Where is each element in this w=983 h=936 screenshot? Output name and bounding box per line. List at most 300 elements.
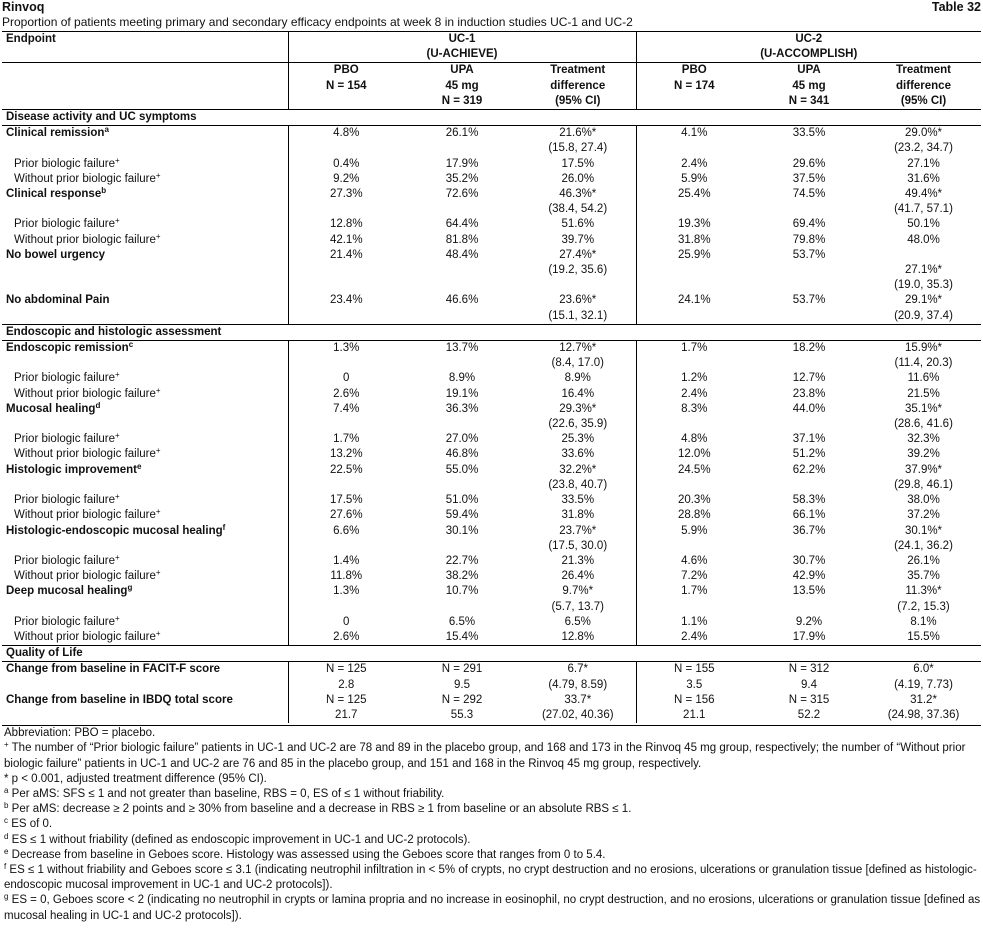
table-row	[2, 463, 981, 493]
table-row	[2, 248, 981, 294]
cell-value: 9.2%	[333, 172, 360, 185]
cell-value: 35.7%	[907, 570, 940, 583]
row-label	[2, 248, 288, 294]
table-cell	[636, 432, 752, 447]
table-cell	[404, 524, 520, 554]
cell-value: 50.1%	[907, 218, 940, 231]
cell-value: 17.5%	[329, 494, 363, 507]
cell-value: 30.1%	[445, 524, 479, 537]
row-label-text: No abdominal Pain	[6, 294, 110, 307]
table-cell	[636, 371, 752, 386]
cell-value: 6.0*	[913, 663, 934, 676]
footnote-marker: +	[155, 385, 161, 395]
cell-value: 13.2%	[329, 448, 363, 461]
table-row	[2, 402, 981, 432]
row-label	[2, 463, 288, 493]
table-cell	[866, 693, 981, 723]
table-row	[2, 615, 981, 630]
table-cell	[288, 615, 404, 630]
endpoint-header-spacer	[2, 63, 288, 110]
table-cell	[866, 662, 981, 693]
table-row	[2, 341, 981, 372]
footnote-mark: d	[4, 831, 9, 841]
table-cell	[520, 432, 636, 447]
column-header-line: PBO	[681, 64, 707, 77]
cell-value: 26.4%	[561, 570, 595, 583]
cell-value: 27.6%	[329, 509, 363, 522]
cell-value: 15.4%	[445, 630, 479, 643]
table-cell	[404, 693, 520, 723]
table-cell	[404, 630, 520, 646]
table-row	[2, 630, 981, 646]
table-cell	[752, 569, 866, 584]
table-cell	[520, 402, 636, 432]
cell-value: 27.1%*	[904, 264, 943, 277]
footnote-marker: +	[155, 568, 161, 578]
table-row	[2, 217, 981, 232]
table-row	[2, 662, 981, 693]
row-label	[2, 371, 288, 386]
cell-value: 6.7*	[567, 663, 588, 676]
uc2-header	[636, 32, 981, 63]
table-caption: Proportion of patients meeting primary and secondary efficacy endpoints at week 8 in induction studies UC-1 and UC-2	[2, 15, 633, 29]
table-row	[2, 187, 981, 217]
table-row	[2, 172, 981, 187]
cell-value: 44.0%	[792, 402, 826, 415]
table-cell	[288, 554, 404, 569]
table-body	[2, 110, 981, 724]
table-row	[2, 233, 981, 248]
cell-value: 33.5%	[561, 494, 595, 507]
cell-value: 29.1%*	[904, 294, 943, 307]
cell-value: 11.6%	[907, 372, 940, 385]
cell-value: 8.9%	[448, 372, 476, 385]
table-cell	[752, 126, 866, 157]
row-label-text: Endoscopic remission	[6, 342, 129, 355]
cell-value: 48.4%	[445, 248, 479, 261]
footnote-marker: c	[128, 340, 134, 350]
table-cell	[752, 630, 866, 646]
table-cell	[404, 126, 520, 157]
cell-value: (28.6, 41.6)	[894, 418, 953, 431]
cell-value: (20.9, 37.4)	[894, 309, 953, 322]
row-label	[2, 217, 288, 232]
cell-value: 51.0%	[445, 494, 479, 507]
footnote-marker: +	[115, 370, 120, 380]
table-cell	[636, 463, 752, 493]
table-cell	[636, 187, 752, 217]
cell-value: (4.79, 8.59)	[548, 678, 608, 691]
table-row	[2, 584, 981, 614]
cell-value: 4.1%	[681, 127, 708, 140]
table-cell	[288, 463, 404, 493]
cell-value: 52.2	[797, 708, 821, 721]
cell-value: 35.2%	[445, 172, 479, 185]
table-cell	[866, 187, 981, 217]
table-cell	[404, 172, 520, 187]
table-row	[2, 693, 981, 723]
row-label	[2, 693, 288, 723]
cell-value: N = 292	[441, 693, 483, 706]
section-title: Disease activity and UC symptoms	[2, 110, 981, 126]
row-label	[2, 387, 288, 402]
footnote-mark: b	[4, 801, 9, 811]
cell-value: 36.7%	[792, 524, 826, 537]
footnotes	[2, 725, 981, 924]
column-header-line: N = 319	[441, 94, 483, 107]
cell-value: 46.6%	[445, 294, 479, 307]
cell-value: 39.2%	[907, 448, 940, 461]
table-cell	[752, 463, 866, 493]
cell-value: 51.6%	[561, 218, 595, 231]
table-cell	[752, 217, 866, 232]
table-cell	[866, 554, 981, 569]
cell-value: 27.4%*	[559, 248, 597, 261]
column-header-line: (95% CI)	[900, 94, 947, 107]
table-cell	[752, 248, 866, 294]
table-cell	[288, 584, 404, 614]
cell-value: 27.3%	[329, 188, 363, 201]
table-cell	[404, 341, 520, 372]
cell-value: 17.9%	[792, 630, 826, 643]
cell-value: 21.7	[335, 708, 358, 721]
table-cell	[752, 584, 866, 614]
section-header-row	[2, 110, 981, 126]
cell-value: 1.7%	[681, 585, 708, 598]
column-header-uc2-pbo	[636, 63, 752, 110]
cell-value: 33.5%	[792, 127, 826, 140]
table-cell	[752, 341, 866, 372]
footnote-text: ES = 0, Geboes score < 2 (indicating no neutrophil in crypts or lamina propria and no increase in eosinophil, no crypt destruction, and no erosions, ulcerations or granulation tissue [defined as mucosal healing in UC-1 and UC-2 protocols]).	[4, 894, 981, 922]
table-row	[2, 157, 981, 172]
table-cell	[520, 233, 636, 248]
cell-value: (27.02, 40.36)	[541, 708, 614, 721]
cell-value: 37.2%	[907, 509, 940, 522]
footnote-marker: g	[127, 583, 133, 593]
row-label	[2, 157, 288, 172]
row-label-text: Histologic-endoscopic mucosal healing	[6, 524, 223, 537]
cell-value: 6.6%	[333, 524, 360, 537]
cell-value: (17.5, 30.0)	[548, 539, 608, 552]
cell-value: 28.8%	[677, 509, 711, 522]
table-cell	[288, 569, 404, 584]
cell-value: (19.2, 35.6)	[548, 264, 608, 277]
cell-value: (7.2, 15.3)	[897, 600, 950, 613]
cell-value: N = 125	[325, 693, 367, 706]
cell-value: 55.3	[450, 708, 474, 721]
table-cell	[404, 157, 520, 172]
table-row	[2, 554, 981, 569]
cell-value: 23.4%	[329, 294, 363, 307]
footnote-text: Abbreviation: PBO = placebo.	[4, 727, 156, 740]
cell-value: 31.6%	[907, 172, 940, 185]
cell-value: 13.7%	[445, 342, 479, 355]
cell-value: 72.6%	[445, 188, 479, 201]
cell-value: (4.19, 7.73)	[894, 678, 953, 691]
cell-value: (15.8, 27.4)	[548, 142, 608, 155]
footnote-text: * p < 0.001, adjusted treatment difference (95% CI).	[4, 772, 267, 785]
table-cell	[288, 662, 404, 693]
cell-value: 69.4%	[792, 218, 826, 231]
footnote-marker: +	[155, 507, 161, 517]
table-cell	[752, 432, 866, 447]
cell-value: (23.8, 40.7)	[548, 478, 608, 491]
cell-value: 4.8%	[681, 433, 708, 446]
cell-value: 66.1%	[792, 509, 826, 522]
table-cell	[288, 233, 404, 248]
table-cell	[866, 172, 981, 187]
table-cell	[752, 371, 866, 386]
footnote	[2, 787, 981, 802]
row-label	[2, 554, 288, 569]
row-label	[2, 233, 288, 248]
table-cell	[636, 387, 752, 402]
cell-value: 21.1	[683, 708, 706, 721]
footnote-mark: f	[4, 861, 7, 871]
table-cell	[288, 187, 404, 217]
table-cell	[866, 387, 981, 402]
footnote-mark: c	[4, 816, 8, 826]
footnote	[2, 741, 981, 771]
table-cell	[636, 172, 752, 187]
footnote-marker: f	[222, 522, 226, 532]
table-cell	[404, 615, 520, 630]
table-cell	[636, 569, 752, 584]
cell-value: 2.8	[338, 678, 355, 691]
row-label-text: Without prior biologic failure	[14, 509, 156, 522]
footnote-marker: +	[155, 628, 161, 638]
cell-value: 42.1%	[329, 233, 363, 246]
cell-value: 22.5%	[329, 463, 363, 476]
cell-value: 6.5%	[564, 615, 591, 628]
cell-value: 74.5%	[792, 188, 826, 201]
footnote	[2, 863, 981, 893]
uc1-study: (U-ACHIEVE)	[426, 48, 498, 61]
cell-value: 37.1%	[792, 433, 826, 446]
table-cell	[636, 693, 752, 723]
table-cell	[866, 508, 981, 523]
table-cell	[288, 293, 404, 324]
brand-name: Rinvoq	[2, 0, 45, 14]
cell-value: (24.98, 37.36)	[887, 708, 960, 721]
cell-value: 29.6%	[792, 157, 826, 170]
row-label-text: Prior biologic failure	[14, 157, 115, 170]
cell-value: 11.8%	[330, 570, 363, 583]
table-cell	[752, 508, 866, 523]
row-label-text: Deep mucosal healing	[6, 585, 128, 598]
table-cell	[404, 447, 520, 462]
table-number: Table 32	[931, 0, 981, 14]
row-label	[2, 341, 288, 372]
row-label	[2, 447, 288, 462]
footnote-marker: +	[155, 446, 161, 456]
table-cell	[752, 293, 866, 324]
footnote-mark: +	[4, 740, 9, 750]
cell-value: 35.1%*	[904, 402, 943, 415]
cell-value: 0	[343, 372, 350, 385]
table-cell	[404, 554, 520, 569]
table-cell	[520, 493, 636, 508]
table-cell	[866, 217, 981, 232]
table-cell	[520, 554, 636, 569]
cell-value: 8.9%	[564, 372, 591, 385]
table-cell	[866, 569, 981, 584]
cell-value: 25.4%	[677, 188, 711, 201]
cell-value: (38.4, 54.2)	[548, 203, 608, 216]
row-label-text: Without prior biologic failure	[14, 570, 156, 583]
cell-value: 62.2%	[792, 463, 826, 476]
cell-value: 15.5%	[907, 630, 940, 643]
cell-value: 18.2%	[792, 342, 826, 355]
footnote-text: Decrease from baseline in Geboes score. Histology was assessed using the Geboes score that ranges from 0 to 5.4.	[8, 848, 606, 861]
column-header-line: difference	[550, 79, 606, 92]
cell-value: 29.0%*	[904, 127, 943, 140]
table-cell	[520, 172, 636, 187]
footnote	[2, 802, 981, 817]
row-label	[2, 402, 288, 432]
table-cell	[752, 662, 866, 693]
table-row	[2, 371, 981, 386]
cell-value: 30.1%*	[904, 524, 943, 537]
table-cell	[404, 493, 520, 508]
cell-value: 31.8%	[677, 233, 711, 246]
footnote-text: Per aMS: SFS ≤ 1 and not greater than baseline, RBS = 0, ES of ≤ 1 without friability.	[8, 787, 445, 800]
section-header-row	[2, 324, 981, 340]
table-row	[2, 493, 981, 508]
cell-value: 23.6%*	[559, 294, 597, 307]
footnote-marker: +	[115, 492, 120, 502]
footnote-text: The number of “Prior biologic failure” patients in UC-1 and UC-2 are 78 and 89 in the placebo group, and 168 and 173 in the Rinvoq 45 mg group, respectively; the number of “Without prior biologic failure” patients in UC-1 and UC-2 are 76 and 85 in the placebo group, and 151 and 168 in the Rinvoq 45 mg group, respectively.	[4, 742, 966, 770]
table-cell	[752, 402, 866, 432]
cell-value: (23.2, 34.7)	[894, 142, 953, 155]
efficacy-table	[2, 31, 981, 723]
cell-value: 11.3%*	[905, 585, 942, 598]
table-cell	[636, 630, 752, 646]
cell-value: 81.8%	[445, 233, 479, 246]
cell-value: N = 156	[673, 693, 715, 706]
table-cell	[752, 493, 866, 508]
table-cell	[752, 187, 866, 217]
table-cell	[636, 524, 752, 554]
table-cell	[866, 293, 981, 324]
table-cell	[404, 387, 520, 402]
column-header-line: Treatment	[896, 64, 951, 77]
table-cell	[636, 615, 752, 630]
table-cell	[520, 371, 636, 386]
cell-value: 0.4%	[333, 157, 360, 170]
cell-value: 64.4%	[445, 218, 479, 231]
table-cell	[288, 172, 404, 187]
table-cell	[752, 172, 866, 187]
table-cell	[636, 126, 752, 157]
row-label-text: Prior biologic failure	[14, 615, 115, 628]
cell-value: (19.0, 35.3)	[894, 279, 953, 292]
table-cell	[866, 615, 981, 630]
table-cell	[288, 447, 404, 462]
cell-value: 19.3%	[677, 218, 711, 231]
table-cell	[752, 524, 866, 554]
table-cell	[866, 463, 981, 493]
cell-value: 4.8%	[333, 127, 360, 140]
footnote-marker: +	[155, 231, 161, 241]
cell-value: 38.2%	[445, 570, 479, 583]
cell-value: 51.2%	[792, 448, 826, 461]
footnote	[2, 772, 981, 787]
table-cell	[288, 126, 404, 157]
cell-value: 24.5%	[677, 463, 711, 476]
footnote-marker: d	[95, 400, 101, 410]
table-cell	[288, 371, 404, 386]
table-cell	[288, 630, 404, 646]
table-cell	[404, 508, 520, 523]
table-cell	[404, 662, 520, 693]
cell-value: 1.2%	[681, 372, 708, 385]
table-cell	[752, 447, 866, 462]
cell-value: 5.9%	[681, 524, 708, 537]
table-cell	[404, 402, 520, 432]
table-cell	[288, 524, 404, 554]
cell-value: 16.4%	[561, 387, 595, 400]
footnote	[2, 893, 981, 923]
cell-value: 9.4	[801, 678, 817, 691]
cell-value: (8.4, 17.0)	[551, 357, 604, 370]
cell-value: 13.5%	[792, 585, 826, 598]
column-header-line: UPA	[450, 64, 474, 77]
row-label	[2, 630, 288, 646]
table-cell	[288, 693, 404, 723]
table-cell	[520, 508, 636, 523]
row-label-text: Change from baseline in IBDQ total score	[6, 693, 233, 706]
endpoint-header: Endpoint	[2, 32, 288, 63]
cell-value: 33.6%	[561, 448, 595, 461]
cell-value: 55.0%	[445, 463, 479, 476]
table-cell	[404, 371, 520, 386]
footnote-marker: +	[115, 216, 120, 226]
cell-value: 7.2%	[681, 570, 708, 583]
cell-value: 49.4%*	[904, 188, 943, 201]
cell-value: 12.7%	[792, 372, 826, 385]
footnote	[2, 833, 981, 848]
cell-value: (41.7, 57.1)	[894, 203, 953, 216]
column-header-line: N = 154	[325, 79, 367, 92]
column-header-line: 45 mg	[445, 79, 479, 92]
cell-value: 12.0%	[677, 448, 711, 461]
footnote-marker: +	[115, 431, 120, 441]
table-cell	[288, 157, 404, 172]
cell-value: (29.8, 46.1)	[894, 478, 953, 491]
cell-value: 31.8%	[561, 509, 595, 522]
table-cell	[866, 584, 981, 614]
table-row	[2, 126, 981, 157]
table-row	[2, 524, 981, 554]
table-cell	[520, 569, 636, 584]
section-header-row	[2, 646, 981, 662]
row-label-text: Without prior biologic failure	[14, 172, 156, 185]
cell-value: 48.0%	[907, 233, 940, 246]
table-cell	[288, 493, 404, 508]
uc1-header	[288, 32, 636, 63]
footnote-mark: a	[4, 785, 9, 795]
cell-value: (11.4, 20.3)	[894, 357, 953, 370]
cell-value: 21.4%	[329, 248, 363, 261]
cell-value: 58.3%	[792, 494, 826, 507]
column-header-line: Treatment	[550, 64, 606, 77]
footnote	[2, 817, 981, 832]
cell-value: 46.3%*	[559, 188, 597, 201]
cell-value: 30.7%	[792, 554, 826, 567]
table-cell	[404, 293, 520, 324]
table-cell	[404, 432, 520, 447]
